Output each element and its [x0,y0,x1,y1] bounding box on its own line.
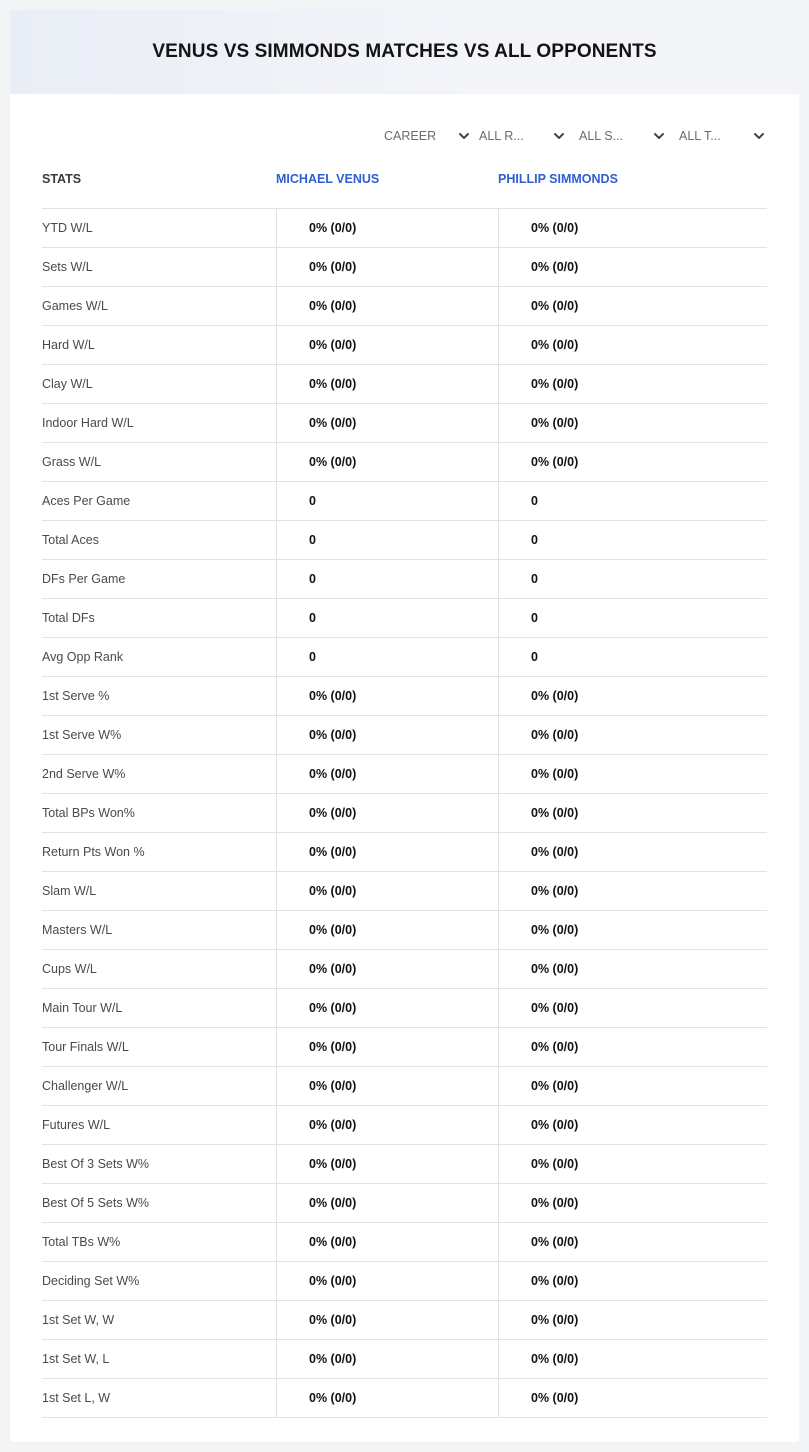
player1-value: 0 [276,560,498,598]
stat-label: Best Of 3 Sets W% [42,1157,149,1171]
player1-value: 0% (0/0) [276,1340,498,1378]
stat-label: Deciding Set W% [42,1274,140,1288]
player1-value: 0% (0/0) [276,287,498,325]
stat-label: 1st Set W, L [42,1352,110,1366]
stat-label: Challenger W/L [42,1079,129,1093]
player1-value: 0% (0/0) [276,833,498,871]
filter-round-select[interactable] [479,122,567,150]
stat-label: 1st Serve % [42,689,110,703]
player1-value: 0 [276,638,498,676]
player1-value: 0% (0/0) [276,872,498,910]
table-row [42,599,767,638]
stat-label: DFs Per Game [42,572,126,586]
table-row [42,443,767,482]
player2-value: 0% (0/0) [498,1028,767,1066]
stat-label: Total Aces [42,533,99,547]
player1-value: 0% (0/0) [276,1106,498,1144]
player2-value: 0% (0/0) [498,1145,767,1183]
table-row [42,209,767,248]
stat-label: 1st Set L, W [42,1391,111,1405]
stat-label: Slam W/L [42,884,97,898]
table-row [42,950,767,989]
stat-label: Total TBs W% [42,1235,121,1249]
player2-value: 0% (0/0) [498,1106,767,1144]
player1-value: 0% (0/0) [276,1262,498,1300]
table-row [42,1145,767,1184]
player2-value: 0% (0/0) [498,1184,767,1222]
player2-value: 0% (0/0) [498,716,767,754]
table-row [42,677,767,716]
stat-label: Hard W/L [42,338,95,352]
player1-value: 0% (0/0) [276,1067,498,1105]
player1-value: 0% (0/0) [276,1184,498,1222]
filter-label: ALL S... [579,129,624,143]
table-row [42,989,767,1028]
page-title: VENUS VS SIMMONDS MATCHES VS ALL OPPONENTS [152,41,657,62]
table-row [42,638,767,677]
player2-value: 0% (0/0) [498,1379,767,1417]
player2-value: 0% (0/0) [498,794,767,832]
stat-label: Grass W/L [42,455,102,469]
player2-value: 0% (0/0) [498,365,767,403]
player2-value: 0% (0/0) [498,443,767,481]
player1-value: 0% (0/0) [276,1379,498,1417]
table-header [42,160,767,209]
player2-value: 0% (0/0) [498,911,767,949]
stats-table [42,160,767,1418]
player1-value: 0% (0/0) [276,365,498,403]
stat-label: Clay W/L [42,377,93,391]
table-row [42,1106,767,1145]
filter-label: ALL R... [479,129,524,143]
stat-label: 1st Set W, W [42,1313,115,1327]
table-row [42,1340,767,1379]
stat-label: Total DFs [42,611,95,625]
card-header [10,10,799,94]
table-row [42,560,767,599]
table-row [42,911,767,950]
table-row [42,1301,767,1340]
chevron-down-icon [753,130,765,142]
player2-value: 0 [498,482,767,520]
table-row [42,287,767,326]
player1-value: 0 [276,599,498,637]
table-row [42,482,767,521]
stat-label: Masters W/L [42,923,113,937]
player2-value: 0% (0/0) [498,1262,767,1300]
player1-value: 0 [276,482,498,520]
table-row [42,365,767,404]
table-row [42,326,767,365]
stat-label: YTD W/L [42,221,93,235]
player1-value: 0% (0/0) [276,1301,498,1339]
stat-label: Total BPs Won% [42,806,135,820]
filter-tournament-select[interactable] [679,122,767,150]
stat-label: 2nd Serve W% [42,767,126,781]
table-row [42,1184,767,1223]
table-row [42,1067,767,1106]
player1-value: 0% (0/0) [276,716,498,754]
filter-bar [10,122,799,150]
filter-surface-select[interactable] [579,122,667,150]
player1-value: 0% (0/0) [276,794,498,832]
filter-label: CAREER [384,129,437,143]
stats-column-header: STATS [42,172,82,186]
player2-value: 0% (0/0) [498,404,767,442]
stat-label: Cups W/L [42,962,97,976]
player2-value: 0 [498,638,767,676]
player1-value: 0% (0/0) [276,209,498,247]
stat-label: Return Pts Won % [42,845,145,859]
table-row [42,1262,767,1301]
player2-value: 0% (0/0) [498,287,767,325]
stat-label: Futures W/L [42,1118,111,1132]
chevron-down-icon [553,130,565,142]
table-row [42,794,767,833]
table-row [42,1028,767,1067]
player2-value: 0% (0/0) [498,950,767,988]
player1-value: 0% (0/0) [276,1145,498,1183]
table-row [42,1223,767,1262]
stat-label: Games W/L [42,299,108,313]
player1-value: 0% (0/0) [276,1223,498,1261]
table-row [42,404,767,443]
player1-value: 0% (0/0) [276,404,498,442]
player1-value: 0% (0/0) [276,755,498,793]
chevron-down-icon [653,130,665,142]
player2-value: 0 [498,521,767,559]
player1-value: 0% (0/0) [276,1028,498,1066]
player2-value: 0% (0/0) [498,833,767,871]
stat-label: Sets W/L [42,260,93,274]
table-row [42,872,767,911]
table-row [42,716,767,755]
player2-value: 0% (0/0) [498,989,767,1027]
table-row [42,1379,767,1418]
stat-label: Main Tour W/L [42,1001,123,1015]
player2-value: 0% (0/0) [498,1340,767,1378]
player2-value: 0% (0/0) [498,677,767,715]
stats-card [10,10,799,1442]
table-row [42,521,767,560]
stat-label: Best Of 5 Sets W% [42,1196,149,1210]
player2-link[interactable]: PHILLIP SIMMONDS [498,172,618,186]
player1-value: 0% (0/0) [276,443,498,481]
filter-label: ALL T... [679,129,721,143]
player1-value: 0% (0/0) [276,989,498,1027]
player2-value: 0% (0/0) [498,209,767,247]
player1-link[interactable]: MICHAEL VENUS [276,172,380,186]
table-row [42,833,767,872]
stat-label: Avg Opp Rank [42,650,124,664]
table-row [42,755,767,794]
player2-value: 0% (0/0) [498,1223,767,1261]
player2-value: 0 [498,560,767,598]
player2-value: 0 [498,599,767,637]
stat-label: Indoor Hard W/L [42,416,134,430]
stat-label: Tour Finals W/L [42,1040,129,1054]
stat-label: 1st Serve W% [42,728,122,742]
player1-value: 0% (0/0) [276,326,498,364]
filter-period-select[interactable] [384,122,472,150]
player1-value: 0% (0/0) [276,248,498,286]
player1-value: 0% (0/0) [276,677,498,715]
player2-value: 0% (0/0) [498,872,767,910]
player1-value: 0% (0/0) [276,911,498,949]
player1-value: 0% (0/0) [276,950,498,988]
player1-value: 0 [276,521,498,559]
player2-value: 0% (0/0) [498,1067,767,1105]
player2-value: 0% (0/0) [498,248,767,286]
player2-value: 0% (0/0) [498,326,767,364]
table-body [42,209,767,1418]
chevron-down-icon [458,130,470,142]
player2-value: 0% (0/0) [498,755,767,793]
stat-label: Aces Per Game [42,494,131,508]
player2-value: 0% (0/0) [498,1301,767,1339]
table-row [42,248,767,287]
